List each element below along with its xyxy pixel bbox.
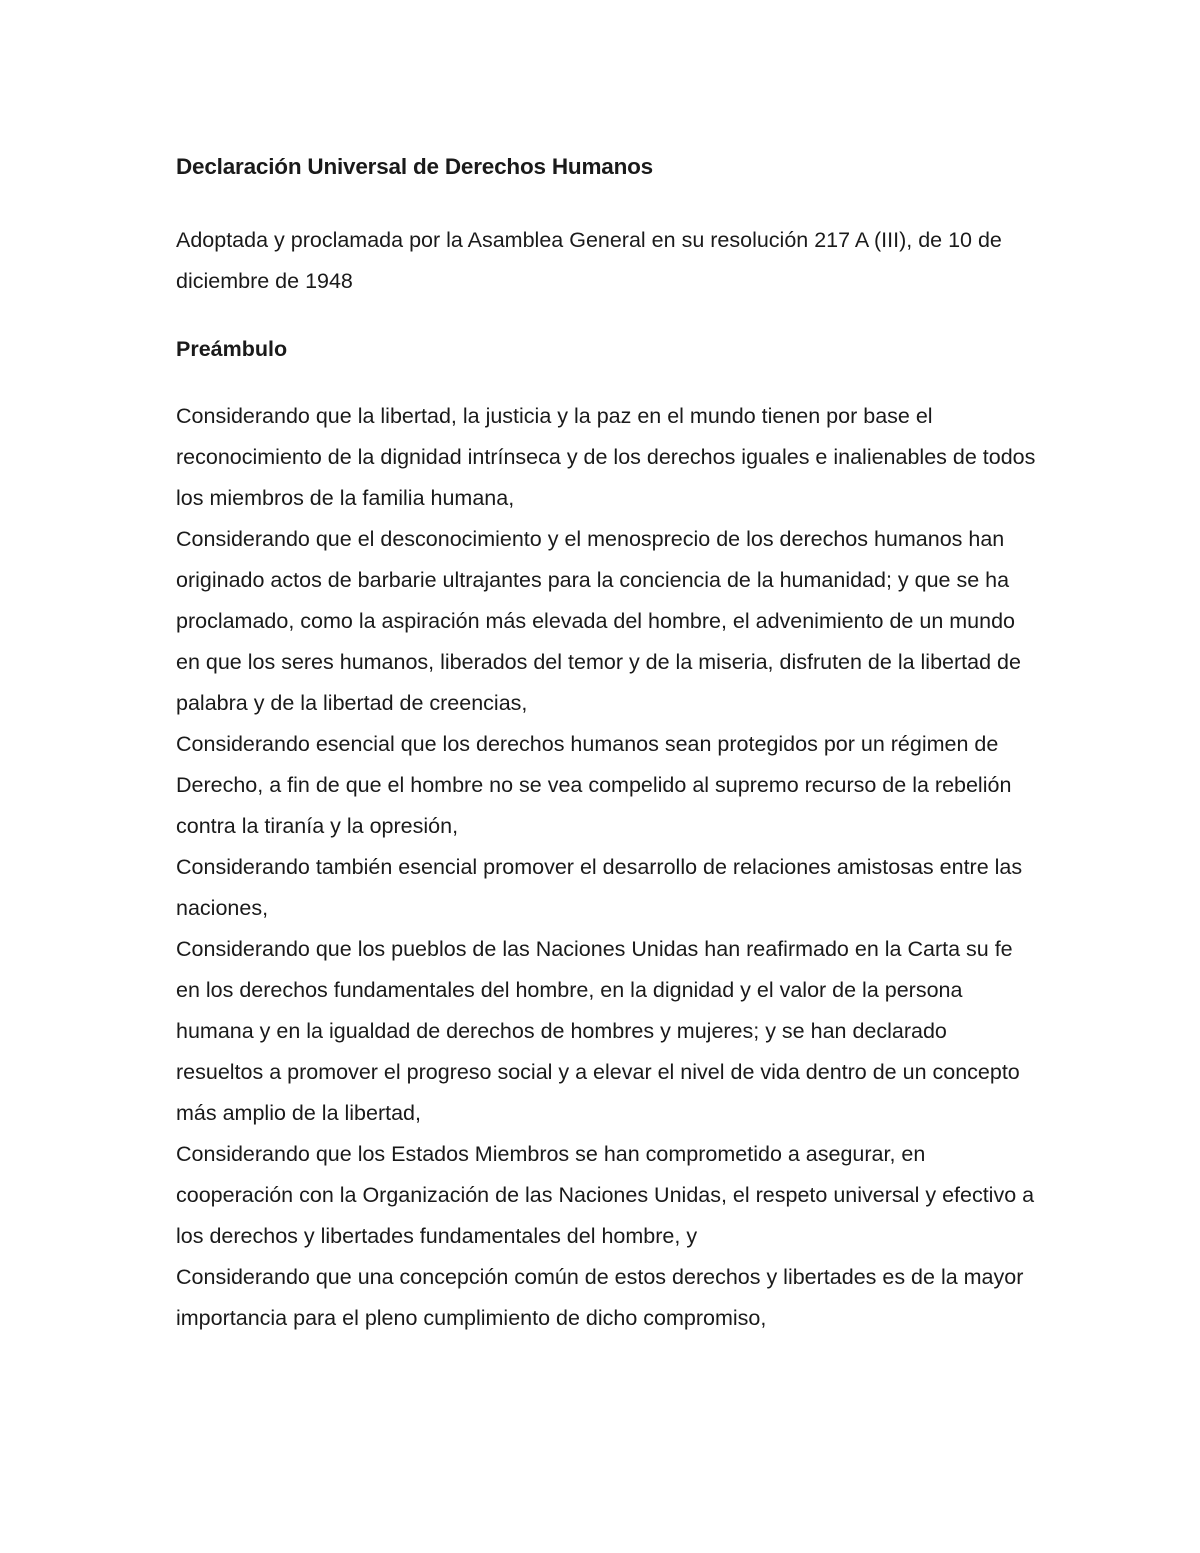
preamble-paragraph: Considerando que una concepción común de estos derechos y libertades es de la mayor importancia para el pleno cumplimiento de dicho compromiso, <box>176 1265 1024 1330</box>
preamble-paragraph: Considerando esencial que los derechos humanos sean protegidos por un régimen de Derecho, a fin de que el hombre no se vea compelido al supremo recurso de la rebelión contra la tiranía y la opresión, <box>176 732 1012 838</box>
document-subtitle: Adoptada y proclamada por la Asamblea General en su resolución 217 A (III), de 10 de diciembre de 1948 <box>176 228 1002 293</box>
section-heading-preamble: Preámbulo <box>176 337 288 361</box>
preamble-paragraph: Considerando que el desconocimiento y el menosprecio de los derechos humanos han originado actos de barbarie ultrajantes para la conciencia de la humanidad; y que se ha proclamado, como la aspiración más elevada del hombre, el advenimiento de un mundo en que los seres humanos, liberados del temor y de la miseria, disfruten de la libertad de palabra y de la libertad de creencias, <box>176 527 1021 715</box>
preamble-paragraph: Considerando que los Estados Miembros se han comprometido a asegurar, en cooperación con la Organización de las Naciones Unidas, el respeto universal y efectivo a los derechos y libertades fundamentales del hombre, y <box>176 1142 1035 1248</box>
preamble-body <box>176 396 1036 1339</box>
document-title: Declaración Universal de Derechos Humanos <box>176 154 653 179</box>
preamble-paragraph: Considerando que los pueblos de las Naciones Unidas han reafirmado en la Carta su fe en los derechos fundamentales del hombre, en la dignidad y el valor de la persona humana y en la igualdad de derechos de hombres y mujeres; y se han declarado resueltos a promover el progreso social y a elevar el nivel de vida dentro de un concepto más amplio de la libertad, <box>176 937 1020 1125</box>
document-content <box>176 148 1036 1339</box>
preamble-paragraph: Considerando también esencial promover el desarrollo de relaciones amistosas entre las naciones, <box>176 855 1023 920</box>
preamble-paragraph: Considerando que la libertad, la justicia y la paz en el mundo tienen por base el reconocimiento de la dignidad intrínseca y de los derechos iguales e inalienables de todos los miembros de la familia humana, <box>176 404 1036 510</box>
